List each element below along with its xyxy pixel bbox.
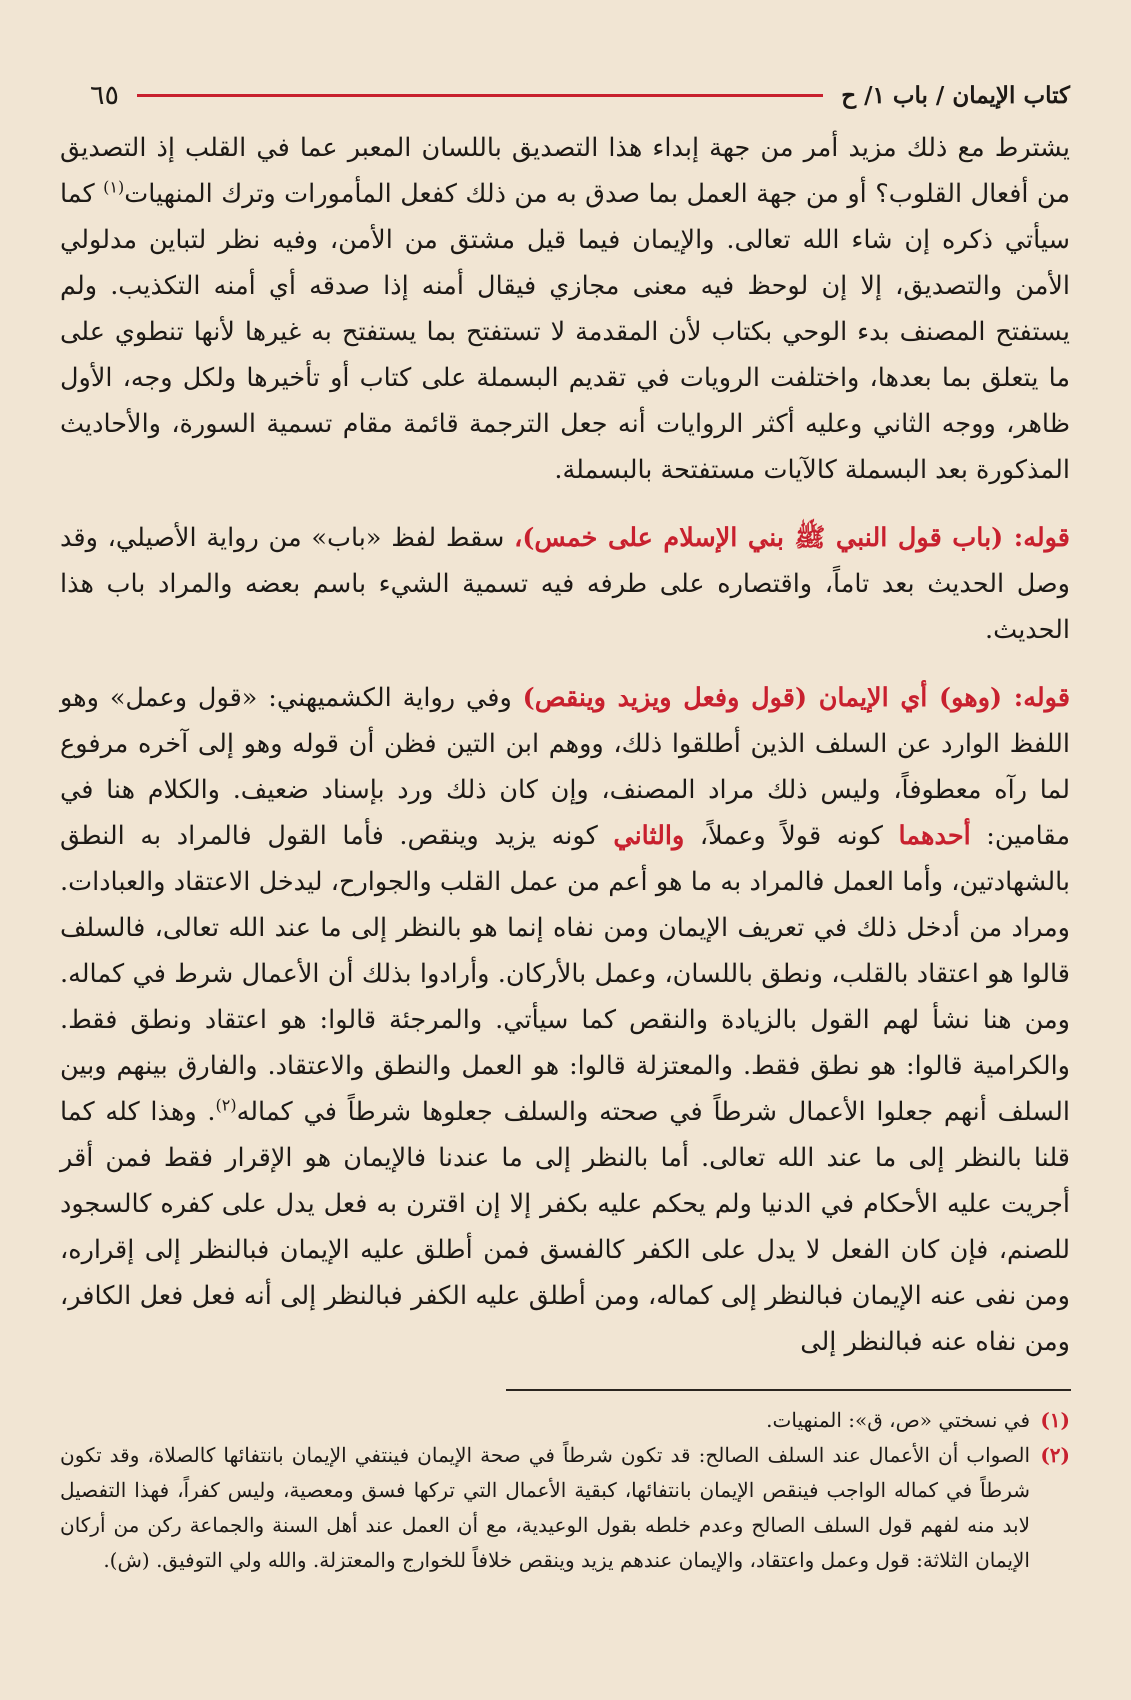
footnote-ref-1: (١) xyxy=(103,177,125,197)
footnote-separator xyxy=(506,1389,1071,1391)
paragraph-1-text: يشترط مع ذلك مزيد أمر من جهة إبداء هذا التصديق باللسان المعبر عما في القلب إذ التصديق من أفعال القلوب؟ أو من جهة العمل بما صدق به من ذلك كفعل المأمورات وترك المنهيات xyxy=(60,133,1070,209)
page-header xyxy=(90,78,1070,112)
footnotes xyxy=(60,1403,1070,1578)
highlight-second: والثاني xyxy=(613,821,685,851)
footnote-2 xyxy=(60,1438,1070,1578)
paragraph-1-continuation: كما سيأتي ذكره إن شاء الله تعالى. والإيمان فيما قيل مشتق من الأمن، وفيه نظر لتباين مدلولي الأمن والتصديق، إلا إن لوحظ فيه معنى مجازي فيقال أمنه إذا صدقه أي أمنه التكذيب. ولم يستفتح المصنف بدء الوحي بكتاب لأن المقدمة لا تستفتح بما يستفتح به غيرها لأنها تنطوي على ما يتعلق بما بعدها، واختلفت الرويات في تقديم البسملة على كتاب أو تأخيرها ولكل وجه، الأول ظاهر، ووجه الثاني وعليه أكثر الروايات أنه جعل الترجمة قائمة مقام تسمية السورة، والأحاديث المذكورة بعد البسملة كالآيات مستفتحة بالبسملة. xyxy=(60,179,1070,485)
paragraph-2 xyxy=(60,515,1070,653)
paragraph-3-text-a: وفي رواية الكشميهني: «قول وعمل» وهو اللفظ الوارد عن السلف الذين أطلقوا ذلك، ووهم ابن التين فظن أن قوله وهو إلى آخره مرفوع لما رآه معطوفاً، وليس ذلك مراد المصنف، وإن كان ذلك ورد بإسناد ضعيف. والكلام هنا في مقامين: xyxy=(60,683,1070,851)
page-number: ٦٥ xyxy=(90,79,120,111)
paragraph-2-text: سقط لفظ «باب» من رواية الأصيلي، وقد وصل الحديث بعد تاماً، واقتصاره على طرفه فيه تسمية الشيء باسم بعضه والمراد باب هذا الحديث. xyxy=(60,523,1070,645)
quote-label-3: قوله: (وهو) أي الإيمان (قول وفعل ويزيد وينقص) xyxy=(522,683,1071,713)
footnote-number: (١) xyxy=(1040,1408,1070,1432)
main-text xyxy=(60,125,1070,1365)
paragraph-3-text-d: . وهذا كله كما قلنا بالنظر إلى ما عند الله تعالى. أما بالنظر إلى ما عندنا فالإيمان هو الإقرار فقط فمن أقر أجريت عليه الأحكام في الدنيا ولم يحكم عليه بكفر إلا إن اقترن به فعل يدل على كفره كالسجود للصنم، فإن كان الفعل لا يدل على الكفر كالفسق فمن أطلق عليه الإيمان فبالنظر إلى إقراره، ومن نفى عنه الإيمان فبالنظر إلى كماله، ومن أطلق عليه الكفر فبالنظر إلى أنه فعل فعل الكافر، ومن نفاه عنه فبالنظر إلى xyxy=(60,1097,1070,1357)
paragraph-3-text-c: كونه يزيد وينقص. فأما القول فالمراد به النطق بالشهادتين، وأما العمل فالمراد به ما هو أعم من عمل القلب والجوارح، ليدخل الاعتقاد والعبادات. ومراد من أدخل ذلك في تعريف الإيمان ومن نفاه إنما هو بالنظر إلى ما عند الله تعالى، فالسلف قالوا هو اعتقاد بالقلب، ونطق باللسان، وعمل بالأركان. وأرادوا بذلك أن الأعمال شرط في كماله. ومن هنا نشأ لهم القول بالزيادة والنقص كما سيأتي. والمرجئة قالوا: هو اعتقاد ونطق فقط. والكرامية قالوا: هو نطق فقط. والمعتزلة قالوا: هو العمل والنطق والاعتقاد. والفارق بينهم وبين السلف أنهم جعلوا الأعمال شرطاً في صحته والسلف جعلوها شرطاً في كماله xyxy=(60,821,1071,1127)
running-title: كتاب الإيمان / باب ١/ ح xyxy=(841,81,1070,109)
header-rule xyxy=(137,94,823,97)
footnote-text: في نسختي «ص، ق»: المنهيات. xyxy=(766,1408,1030,1432)
paragraph-1 xyxy=(60,125,1070,493)
paragraph-3-text-b: كونه قولاً وعملاً، xyxy=(684,821,899,851)
footnote-number: (٢) xyxy=(1040,1443,1070,1467)
highlight-first: أحدهما xyxy=(898,821,971,851)
quote-label-2: قوله: (باب قول النبي ﷺ بني الإسلام على خمس)، xyxy=(514,523,1070,553)
footnote-text: الصواب أن الأعمال عند السلف الصالح: قد تكون شرطاً في صحة الإيمان فينتفي الإيمان بانتفائها كالصلاة، وقد تكون شرطاً في كماله الواجب فينقص الإيمان بانتفائها، كبقية الأعمال التي تركها فسق ومعصية، وليس كفراً، فهذا التفصيل لابد منه لفهم قول السلف الصالح وعدم خلطه بقول الوعيدية، مع أن العمل عند أهل السنة والجماعة ركن من أركان الإيمان الثلاثة: قول وعمل واعتقاد، والإيمان عندهم يزيد وينقص خلافاً للخوارج والمعتزلة. والله ولي التوفيق. (ش). xyxy=(60,1443,1030,1572)
footnote-1 xyxy=(60,1403,1070,1438)
paragraph-3 xyxy=(60,675,1070,1365)
footnote-ref-2: (٢) xyxy=(215,1095,237,1115)
